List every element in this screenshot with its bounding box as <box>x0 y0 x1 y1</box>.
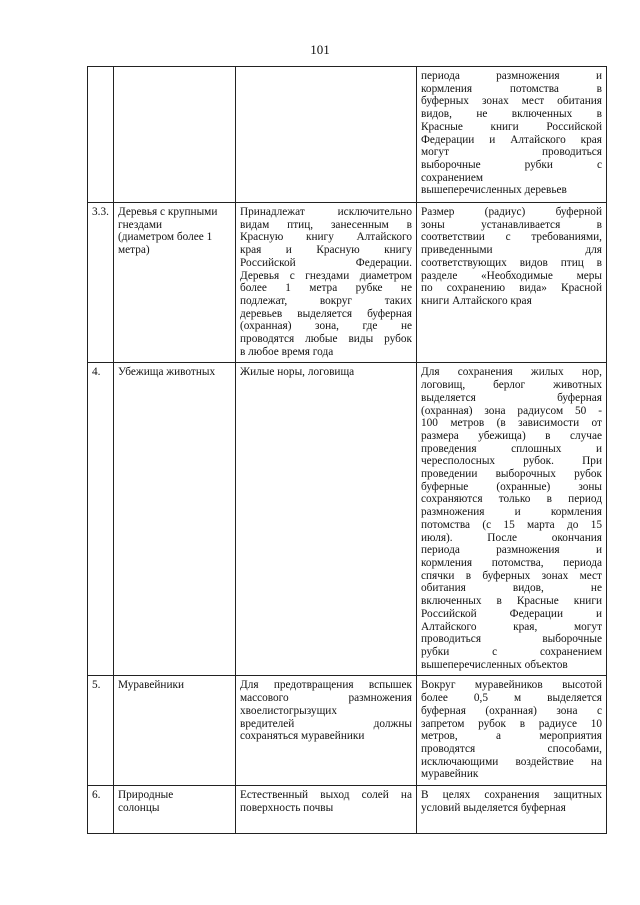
cell-line: Жилые норы, логовища <box>240 366 355 379</box>
cell-line: (охранная) зона, где не <box>240 320 412 333</box>
cell-line: сохранением <box>421 171 484 184</box>
cell-line: Принадлежат исключительно <box>240 206 412 218</box>
cell-line: края и Красную книгу <box>240 244 412 257</box>
cell-line: подлежат, вокруг таких <box>240 294 412 307</box>
cell-line: рубки с сохранением <box>421 645 602 658</box>
cell-line: буферные (охранные) зоны <box>421 480 602 493</box>
cell-line: исключающими воздействие на <box>421 755 602 768</box>
cell-measures <box>417 203 607 363</box>
cell-line: Российской Федерации. <box>240 256 412 269</box>
page-number: 101 <box>310 42 330 57</box>
cell-line: размера убежища) в случае <box>421 429 602 442</box>
table-row <box>88 363 607 676</box>
cell-line: Природные <box>118 789 174 802</box>
cell-line: Муравейники <box>118 679 185 692</box>
cell-object <box>114 203 236 363</box>
cell-line: проводятся способами, <box>421 742 602 755</box>
cell-line: кормления потомства в <box>421 82 602 95</box>
cell-line: Федерации и Алтайского края <box>421 133 602 146</box>
cell-line: В целях сохранения защитных <box>421 789 602 802</box>
cell-line: более 0,5 м выделяется <box>421 692 602 705</box>
cell-line: более 1 метра рубке не <box>240 282 412 295</box>
cell-line: (диаметром более 1 <box>118 231 213 244</box>
cell-line: метров, а мероприятия <box>421 730 602 743</box>
cell-line: книги Алтайского края <box>421 294 532 307</box>
cell-text: 3.3. <box>92 206 109 218</box>
cell-line: выборочные рубки с <box>421 158 602 171</box>
cell-line: условий выделяется буферная <box>421 802 566 815</box>
cell-number <box>88 363 114 676</box>
protected-objects-table <box>87 66 607 834</box>
cell-line: соответствующих видов птиц в <box>421 256 602 269</box>
cell-line: буферных зонах мест обитания <box>421 95 602 108</box>
cell-line: логовищ, берлог животных <box>421 379 602 392</box>
cell-line: периода размножения и <box>421 70 602 82</box>
cell-object <box>114 676 236 786</box>
cell-measures <box>417 676 607 786</box>
cell-line: поверхность почвы <box>240 802 334 815</box>
cell-line: проведении выборочных рубок <box>421 468 602 481</box>
cell-object <box>114 363 236 676</box>
cell-text: 6. <box>92 789 101 802</box>
cell-line: чересполосных рубок. При <box>421 455 602 468</box>
cell-line: (охранная) зона радиусом 50 - <box>421 404 602 417</box>
cell-line: периода размножения и <box>421 544 602 557</box>
cell-number <box>88 676 114 786</box>
cell-description <box>236 676 417 786</box>
cell-line: включенных в Красные книги <box>421 595 602 608</box>
cell-line: выделяется буферная <box>421 391 602 404</box>
cell-line: Деревья с крупными <box>118 206 218 218</box>
cell-line: размножения и кормления <box>421 506 602 519</box>
cell-line: хвоелистогрызущих <box>240 704 337 717</box>
cell-line: проведения сплошных и <box>421 442 602 455</box>
cell-line: Для предотвращения вспышек <box>240 679 412 692</box>
cell-line: вышеперечисленных деревьев <box>421 184 567 197</box>
cell-line: деревьев выделяется буферная <box>240 307 412 320</box>
cell-description <box>236 786 417 834</box>
cell-line: Красные книги Российской <box>421 120 602 133</box>
cell-line: Убежища животных <box>118 366 216 379</box>
cell-description <box>236 67 417 203</box>
cell-description <box>236 203 417 363</box>
cell-line: июля). После окончания <box>421 531 602 544</box>
cell-line: солонцы <box>118 802 160 815</box>
cell-description <box>236 363 417 676</box>
cell-text: 5. <box>92 679 101 692</box>
cell-line: Естественный выход солей на <box>240 789 412 802</box>
cell-line: Деревья с гнездами диаметром <box>240 269 412 282</box>
table-row <box>88 67 607 203</box>
cell-line: потомства (с 15 марта до 15 <box>421 518 602 531</box>
cell-line: спячки в буферных зонах мест <box>421 569 602 582</box>
cell-line: буферная (охранная) зона с <box>421 704 602 717</box>
cell-line: Вокруг муравейников высотой <box>421 679 602 692</box>
cell-line: Российской Федерации и <box>421 607 602 620</box>
cell-line: 100 метров (в зависимости от <box>421 417 602 430</box>
cell-line: проводятся любые виды рубок <box>240 333 412 346</box>
cell-line: по сохранению вида» Красной <box>421 282 602 295</box>
cell-text: 4. <box>92 366 101 379</box>
table-row <box>88 786 607 834</box>
cell-object <box>114 67 236 203</box>
cell-line: могут проводиться <box>421 146 602 159</box>
cell-line: массового размножения <box>240 692 412 705</box>
cell-measures <box>417 786 607 834</box>
cell-line: видам птиц, занесенным в <box>240 218 412 231</box>
cell-line: Размер (радиус) буферной <box>421 206 602 218</box>
cell-line: Для сохранения жилых нор, <box>421 366 602 379</box>
cell-line: в любое время года <box>240 345 334 358</box>
cell-line: проводиться выборочные <box>421 633 602 646</box>
cell-line: вредителей должны <box>240 717 412 730</box>
cell-line: кормления потомства, периода <box>421 556 602 569</box>
table-row <box>88 203 607 363</box>
cell-line: соответствии с требованиями, <box>421 231 602 244</box>
cell-line: видов, не включенных в <box>421 108 602 121</box>
cell-line: вышеперечисленных объектов <box>421 658 568 671</box>
cell-line: сохраняться муравейники <box>240 730 365 743</box>
cell-number <box>88 786 114 834</box>
cell-line: сохраняются только в период <box>421 493 602 506</box>
cell-measures <box>417 67 607 203</box>
cell-object <box>114 786 236 834</box>
cell-number <box>88 67 114 203</box>
cell-line: Алтайского края, могут <box>421 620 602 633</box>
cell-line: приведенными для <box>421 244 602 257</box>
cell-number <box>88 203 114 363</box>
cell-line: зоны устанавливается в <box>421 218 602 231</box>
cell-line: обитания видов, не <box>421 582 602 595</box>
cell-line: запретом рубок в радиусе 10 <box>421 717 602 730</box>
cell-line: Красную книгу Алтайского <box>240 231 412 244</box>
cell-line: муравейник <box>421 768 479 781</box>
cell-line: разделе «Необходимые меры <box>421 269 602 282</box>
cell-line: гнездами <box>118 218 163 231</box>
cell-line: метра) <box>118 244 150 257</box>
table-row <box>88 676 607 786</box>
cell-measures <box>417 363 607 676</box>
